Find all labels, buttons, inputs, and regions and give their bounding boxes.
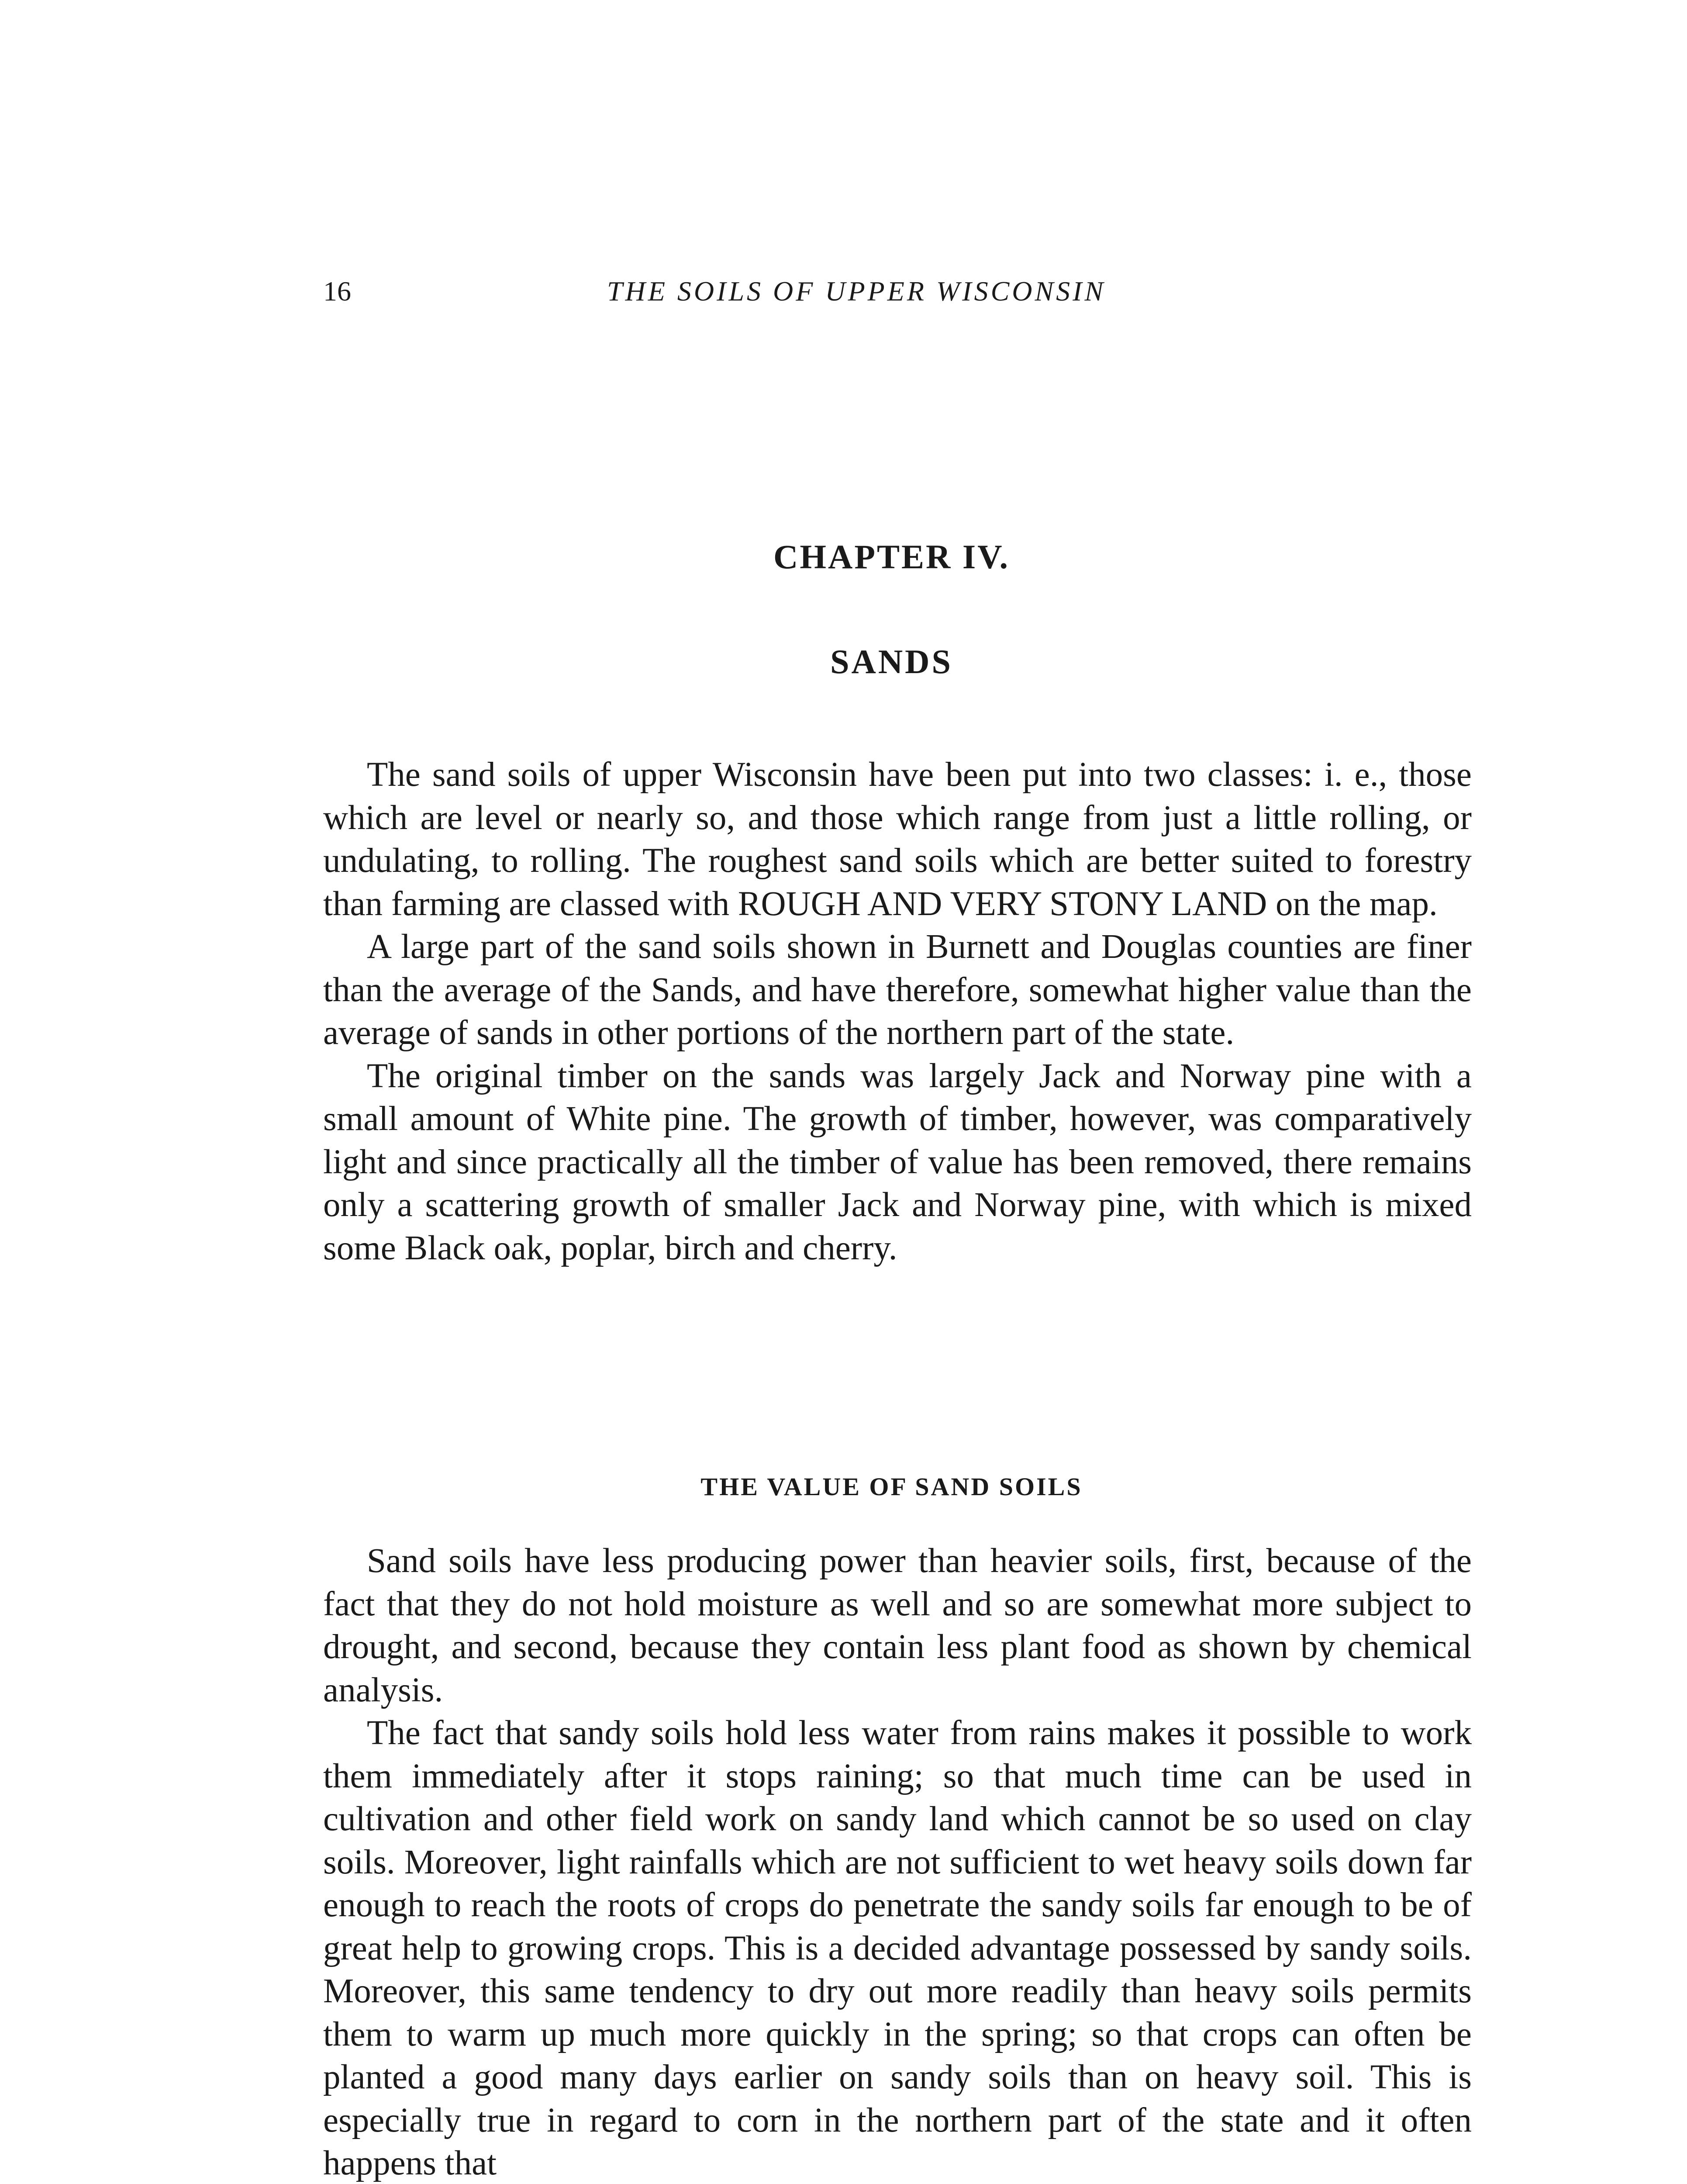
- paragraph-producing-power: Sand soils have less producing power than heavier soils, first, because of the fact that they do not hold moisture as well and so are somewhat more subject to drought, and second, because they contain less plant food as shown by chemical analysis.: [323, 1542, 1472, 1709]
- page-number: 16: [323, 276, 351, 307]
- value-text-block: [323, 1540, 1472, 2184]
- paragraph-water-retention: The fact that sandy soils hold less water from rains makes it possible to work them immediately after it stops raining; so that much time can be used in cultivation and other field work on sandy land which cannot be so used on clay soils. Moreover, light rainfalls which are not sufficient to wet heavy soils down far enough to reach the roots of crops do penetrate the sandy soils far enough to be of great help to growing crops. This is a decided advantage possessed by sandy soils. Moreover, this same tendency to dry out more readily than heavy soils permits them to warm up much more quickly in the spring; so that crops can often be planted a good many days earlier on sandy soils than on heavy soil. This is especially true in regard to corn in the northern part of the state and it often happens that: [323, 1714, 1472, 2182]
- paragraph-original-timber: The original timber on the sands was largely Jack and Norway pine with a small amount of White pine. The growth of timber, however, was comparatively light and since practically all the timber of value has been removed, there remains only a scattering growth of smaller Jack and Norway pine, with which is mixed some Black oak, poplar, birch and cherry.: [323, 1057, 1472, 1267]
- intro-text-block: [323, 753, 1472, 1270]
- chapter-heading: CHAPTER IV.: [773, 538, 1010, 576]
- chapter-title: SANDS: [830, 643, 953, 681]
- subsection-heading: THE VALUE OF SAND SOILS: [700, 1472, 1083, 1501]
- running-header: [323, 275, 1472, 319]
- paragraph-sand-classes: The sand soils of upper Wisconsin have been put into two classes: i. e., those which are level or nearly so, and those which range from just a little rolling, or undulating, to rolling. The roughest sand soils which are better suited to forestry than farming are classed with ROUGH AND VERY STONY LAND on the map.: [323, 756, 1472, 923]
- paragraph-burnett-douglas: A large part of the sand soils shown in Burnett and Douglas counties are finer than the average of the Sands, and have therefore, somewhat higher value than the average of sands in other portions of the northern part of the state.: [323, 928, 1472, 1052]
- running-header-title: THE SOILS OF UPPER WISCONSIN: [607, 276, 1106, 307]
